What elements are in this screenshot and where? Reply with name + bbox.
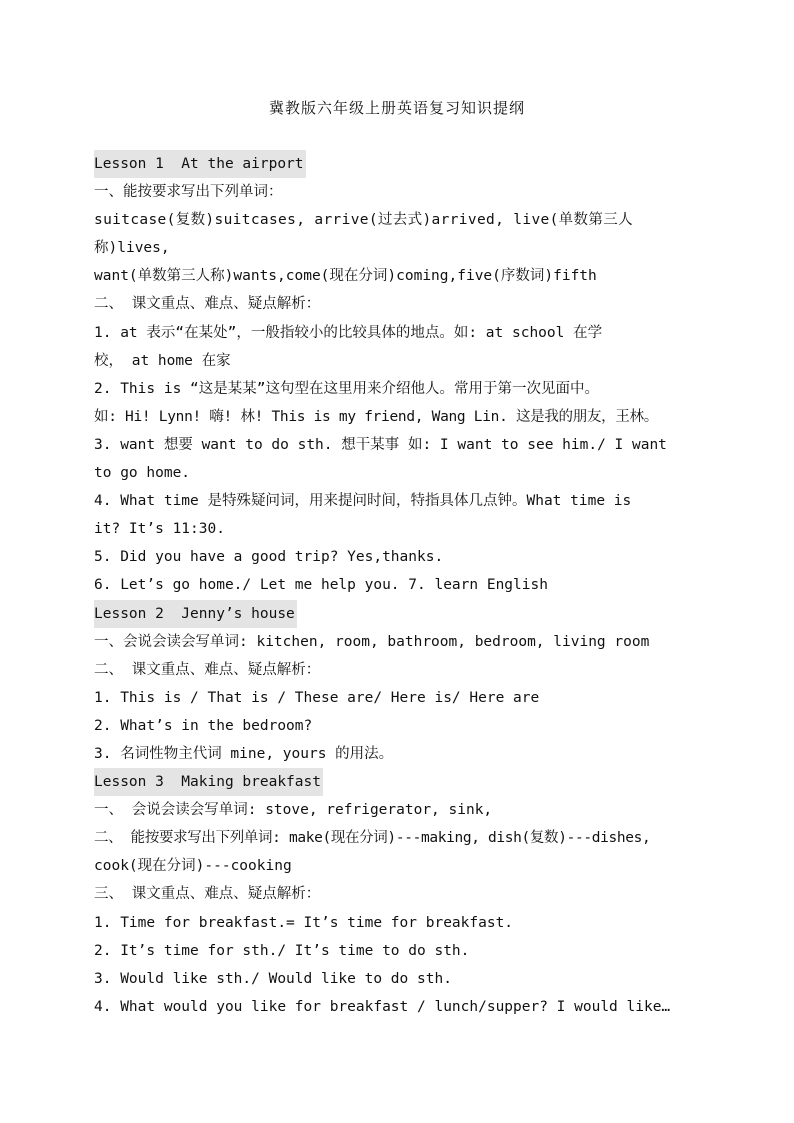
lesson1-point6: 6. Let’s go home./ Let me help you. 7. learn English [94,577,548,594]
lesson3-subheading-words: 一、 会说会读会写单词: stove, refrigerator, sink, [94,802,493,819]
lesson1-words-line1: suitcase(复数)suitcases, arrive(过去式)arrived, live(单数第三人 [94,212,633,229]
lesson2-section [94,600,710,628]
lesson1-point2-line2: 如: Hi! Lynn! 嗨! 林! This is my friend, Wang Lin. 这是我的朋友，王林。 [94,408,658,425]
lesson2-subheading-analysis: 二、 课文重点、难点、疑点解析： [94,661,321,678]
lesson1-point5: 5. Did you have a good trip? Yes,thanks. [94,549,444,566]
lesson2-point1: 1. This is / That is / These are/ Here is/ Here are [94,689,540,706]
lesson2-subheading-words: 一、会说会读会写单词: kitchen, room, bathroom, bedroom, living room [94,633,650,650]
lesson1-point1-line2: 校， at home 在家 [94,352,231,369]
lesson1-point4-line2: it? It’s 11:30. [94,521,225,538]
lesson3-heading: Lesson 3 Making breakfast [94,768,323,796]
page-title: 冀教版六年级上册英语复习知识提纲 [268,99,525,117]
document-body [94,150,710,1021]
lesson1-subheading-words: 一、能按要求写出下列单词： [94,184,283,201]
lesson3-subheading-analysis: 三、 课文重点、难点、疑点解析： [94,886,321,903]
lesson1-subheading-analysis: 二、 课文重点、难点、疑点解析： [94,296,321,313]
lesson1-point3-line2: to go home. [94,465,191,482]
lesson3-point3: 3. Would like sth./ Would like to do sth. [94,970,452,987]
lesson1-point3-line1: 3. want 想要 want to do sth. 想干某事 如: I want to see him./ I want [94,436,667,453]
lesson2-point3: 3. 名词性物主代词 mine, yours 的用法。 [94,745,394,762]
lesson3-point4: 4. What would you like for breakfast / lunch/supper? I would like… [94,998,671,1015]
lesson1-point2-line1: 2. This is “这是某某”这句型在这里用来介绍他人。常用于第一次见面中。 [94,380,599,397]
lesson1-point4-line1: 4. What time 是特殊疑问词，用来提问时间，特指具体几点钟。What time is [94,493,632,510]
lesson1-words-line2: 称)lives, [94,240,170,257]
lesson3-subheading-forms-line2: cook(现在分词)---cooking [94,858,292,875]
lesson3-point2: 2. It’s time for sth./ It’s time to do sth. [94,942,470,959]
lesson1-point1-line1: 1. at 表示“在某处”，一般指较小的比较具体的地点。如: at school 在学 [94,324,603,341]
lesson3-point1: 1. Time for breakfast.= It’s time for breakfast. [94,914,514,931]
lesson3-subheading-forms-line1: 二、 能按要求写出下列单词: make(现在分词)---making, dish(复数)---dishes, [94,830,651,847]
lesson1-section [94,150,710,178]
lesson2-heading: Lesson 2 Jenny’s house [94,600,297,628]
lesson1-heading: Lesson 1 At the airport [94,150,306,178]
lesson3-section [94,768,710,796]
lesson2-point2: 2. What’s in the bedroom? [94,717,313,734]
lesson1-words-line3: want(单数第三人称)wants,come(现在分词)coming,five(序数词)fifth [94,268,597,285]
